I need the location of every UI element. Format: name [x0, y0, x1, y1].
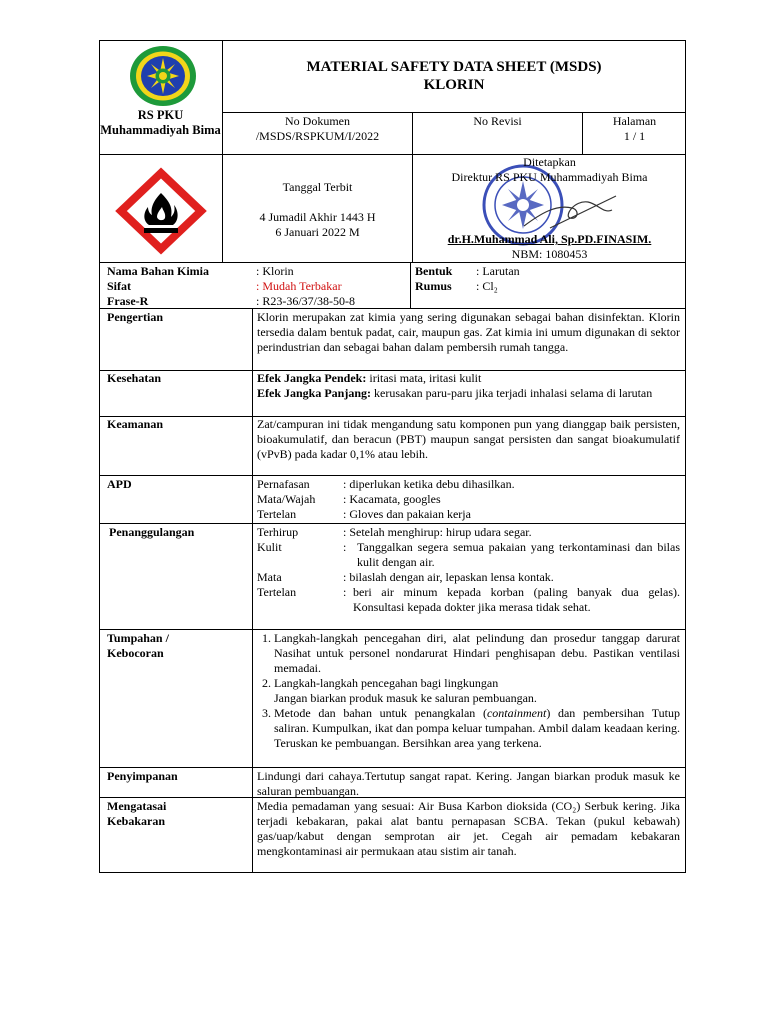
mata-row: Mata : bilaslah dengan air, lepaskan lensa kontak.	[257, 570, 554, 584]
tanggal-terbit-label: Tanggal Terbit	[282, 180, 353, 194]
tertelan-row: Tertelan : beri air minum kepada korban (paling banyak dua gelas). Konsultasi kepada dokter jika merasa tidak sehat.	[257, 585, 680, 614]
halaman-label: Halaman	[612, 114, 657, 128]
no-revisi-label: No Revisi	[473, 114, 522, 128]
tumpahan-list	[257, 631, 680, 751]
bentuk-value: : Larutan	[476, 264, 520, 278]
sifat-label: Sifat	[107, 279, 131, 293]
divider	[222, 112, 686, 113]
penyimpanan-text: Lindungi dari cahaya.Tertutup sangat rapat. Kering. Jangan biarkan produk masuk ke saluran pembuangan.	[257, 769, 680, 798]
signatory-name: dr.H.Muhammad Ali, Sp.PD.FINASIM.	[447, 232, 652, 246]
tumpahan-item-1: 1. Langkah-langkah pencegahan diri, alat pelindung dan prosedur tanggap darurat Nasihat untuk personel nondarurat Hindari penghisapan debu. Pastikan ventilasi memadai.	[274, 631, 680, 676]
apd-label: APD	[107, 477, 132, 491]
title-line-2: KLORIN	[423, 77, 485, 93]
divider	[99, 475, 686, 476]
apd-row: Mata/Wajah : Kacamata, googles	[257, 492, 441, 506]
signature-icon	[520, 190, 620, 234]
no-dokumen-value: /MSDS/RSPKUM/I/2022	[255, 129, 380, 143]
kesehatan-label: Kesehatan	[107, 371, 161, 385]
apd-row: Tertelan : Gloves dan pakaian kerja	[257, 507, 471, 521]
divider	[99, 523, 686, 524]
divider	[99, 262, 686, 263]
identity-values	[256, 264, 408, 309]
tumpahan-item-2: 2. Langkah-langkah pencegahan bagi lingkungan Jangan biarkan produk masuk ke saluran pembuangan.	[274, 676, 680, 706]
pengertian-text: Klorin merupakan zat kimia yang sering digunakan sebagai bahan disinfektan. Klorin tersedia dalam bentuk padat, cair, maupun gas. Zat kimia ini umum digunakan di sektor perindustrian dan sebagai bahan dalam pembersih rumah tangga.	[257, 310, 680, 354]
org-name: RS PKU Muhammadiyah Bima	[100, 108, 221, 137]
efek-panjang-text: kerusakan paru-paru jika terjadi inhalasi selama di larutan	[371, 386, 653, 400]
kulit-row: Kulit : Tanggalkan segera semua pakaian yang terkontaminasi dan bilas kulit dengan air.	[257, 540, 680, 569]
sifat-value: : Mudah Terbakar	[256, 279, 342, 293]
apd-row: Pernafasan : diperlukan ketika debu dihasilkan.	[257, 477, 515, 491]
divider	[99, 629, 686, 630]
tanggal-hijri: 4 Jumadil Akhir 1443 H	[259, 210, 376, 224]
pku-logo-icon	[128, 44, 198, 108]
keamanan-label: Keamanan	[107, 417, 164, 431]
keamanan-text: Zat/campuran ini tidak mengandung satu komponen pun yang dianggap baik persisten, bioakumulatif, dan beracun (PBT) maupun sangat persisten dan sangat bioakumulatif (vPvB) pada kadar 0,1% atau lebih.	[257, 417, 680, 461]
rumus-label: Rumus	[415, 279, 452, 293]
nama-value: : Klorin	[256, 264, 294, 278]
ditetapkan-text: Ditetapkan	[523, 155, 576, 169]
pengertian-label: Pengertian	[107, 310, 163, 324]
flammable-hazard-icon	[113, 167, 209, 255]
divider	[252, 308, 253, 873]
rumus-value: : Cl₂	[476, 279, 498, 293]
approval-cell	[413, 155, 686, 185]
penyimpanan-label: Penyimpanan	[107, 769, 178, 783]
nbm-text: NBM: 1080453	[511, 247, 588, 261]
title-line-1: MATERIAL SAFETY DATA SHEET (MSDS)	[306, 59, 602, 75]
apd-list	[257, 477, 680, 522]
document-title	[223, 58, 685, 94]
tumpahan-label: Tumpahan / Kebocoran	[107, 631, 169, 660]
kesehatan-text	[257, 371, 680, 401]
direktur-text: Direktur RS PKU Muhammadiyah Bima	[451, 170, 648, 184]
penanggulangan-label: Penanggulangan	[109, 525, 195, 539]
divider	[410, 262, 411, 308]
halaman-cell	[583, 114, 686, 144]
no-dokumen-cell	[223, 114, 412, 144]
tumpahan-item-3: 3. Metode dan bahan untuk penangkalan (containment) dan pembersihan Tutup saliran. Kumpulkan, ikat dan pompa keluar tumpahan. Ambil dalam keadaan kering. Teruskan ke pembuangan. Bersihkan area yang terkena.	[274, 706, 680, 751]
tanggal-terbit-cell	[223, 180, 412, 240]
identity-labels	[107, 264, 257, 309]
halaman-value: 1 / 1	[623, 129, 646, 143]
divider	[99, 767, 686, 768]
no-dokumen-label: No Dokumen	[285, 114, 350, 128]
frase-label: Frase-R	[107, 294, 149, 308]
no-revisi-cell	[413, 114, 582, 129]
bentuk-label: Bentuk	[415, 264, 453, 278]
bentuk-rumus-labels	[415, 264, 475, 294]
terhirup-row: Terhirup : Setelah menghirup: hirup udara segar.	[257, 525, 532, 539]
kebakaran-label: Mengatasai Kebakaran	[107, 799, 167, 828]
efek-pendek-text: iritasi mata, iritasi kulit	[366, 371, 482, 385]
efek-pendek-label: Efek Jangka Pendek:	[257, 371, 367, 385]
efek-panjang-label: Efek Jangka Panjang:	[257, 386, 372, 400]
penanggulangan-list	[257, 525, 680, 615]
kebakaran-text: Media pemadaman yang sesuai: Air Busa Karbon dioksida (CO₂) Serbuk kering. Jika terjadi kebakaran, pakai alat bantu pernapasan SCBA. Tekan (pukul kebawah) gas/uap/kabut dengan semprotan air jet. Cegah air pemadam kebakaran mengkontaminasi air permukaan atau sistim air tanah.	[257, 799, 680, 858]
frase-value: : R23-36/37/38-50-8	[256, 294, 355, 308]
bentuk-rumus-values	[476, 264, 676, 294]
nama-label: Nama Bahan Kimia	[107, 264, 210, 278]
tanggal-masehi: 6 Januari 2022 M	[275, 225, 360, 239]
